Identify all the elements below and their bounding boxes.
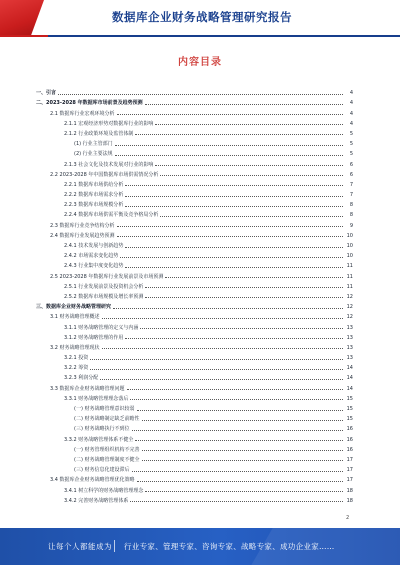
- toc-leader-dots: [117, 226, 343, 227]
- toc-entry-page: 17: [346, 477, 353, 484]
- toc-entry-page: 13: [346, 324, 353, 331]
- toc-entry-page: 13: [346, 355, 353, 362]
- toc-entry[interactable]: [36, 117, 353, 127]
- toc-entry[interactable]: [36, 127, 353, 137]
- toc-leader-dots: [130, 501, 343, 502]
- toc-entry-page: 17: [346, 467, 353, 474]
- toc-entry-page: 4: [349, 120, 353, 127]
- toc-leader-dots: [117, 236, 343, 237]
- toc-entry[interactable]: [36, 280, 353, 290]
- toc-entry-text: 3.1.1 财务战略管理的定义与内涵: [64, 324, 139, 331]
- toc-entry-page: 8: [349, 212, 353, 219]
- toc-entry[interactable]: [36, 463, 353, 473]
- toc-leader-dots: [102, 348, 343, 349]
- toc-leader-dots: [90, 359, 343, 360]
- toc-entry-text: 3.3.1 财务战略管理理念落后: [64, 395, 129, 402]
- toc-entry-page: 15: [346, 406, 353, 412]
- toc-entry-page: 5: [349, 151, 353, 158]
- footer-roles: 行业专家、管理专家、咨询专家、战略专家、成功企业家……: [124, 542, 335, 551]
- toc-entry[interactable]: [36, 86, 353, 96]
- toc-entry[interactable]: [36, 300, 353, 310]
- toc-entry-page: 13: [346, 344, 353, 351]
- toc-entry-text: 3.1.2 财务战略管理的作用: [64, 334, 124, 341]
- footer-separator: [114, 540, 115, 552]
- toc-entry-text: 2.5.2 数据库市场规模及增长率预测: [64, 293, 144, 300]
- toc-leader-dots: [125, 338, 343, 339]
- toc-entry[interactable]: [36, 453, 353, 463]
- toc-entry-page: 14: [346, 365, 353, 372]
- toc-leader-dots: [165, 277, 343, 278]
- toc-entry-text: 2.2.4 数据库市场供需平衡及竞争格局分析: [64, 212, 159, 219]
- toc-entry[interactable]: [36, 483, 353, 493]
- toc-entry-page: 18: [346, 497, 353, 504]
- toc-entry-text: (1) 行业主管部门: [74, 141, 113, 148]
- toc-entry[interactable]: [36, 168, 353, 178]
- toc-entry-text: 3.2.1 投资: [64, 355, 89, 362]
- toc-entry-page: 4: [349, 100, 353, 107]
- toc-entry[interactable]: [36, 443, 353, 453]
- toc-entry-page: 12: [346, 314, 353, 321]
- toc-entry[interactable]: [36, 218, 353, 228]
- toc-entry[interactable]: [36, 96, 353, 106]
- toc-leader-dots: [135, 134, 343, 135]
- toc-entry-text: (一) 财务战略管理意识较弱: [74, 406, 135, 412]
- toc-entry-text: 三、数据库企业财务战略管理研究: [36, 304, 112, 311]
- toc-leader-dots: [145, 491, 343, 492]
- toc-entry[interactable]: [36, 290, 353, 300]
- toc-entry-text: 二、2023-2028 年数据库市场前景及趋势预测: [36, 100, 143, 107]
- toc-entry-page: 7: [349, 192, 353, 199]
- toc-entry-text: 3.3 数据库企业财务战略管理问题: [50, 385, 125, 392]
- toc-entry-page: 11: [346, 283, 353, 290]
- toc-leader-dots: [125, 267, 343, 268]
- toc-leader-dots: [142, 450, 344, 451]
- toc-leader-dots: [137, 410, 344, 411]
- toc-entry[interactable]: [36, 178, 353, 188]
- toc-leader-dots: [142, 460, 344, 461]
- toc-entry-text: 2.4.2 市场需求变化趋势: [64, 253, 119, 260]
- toc-leader-dots: [125, 185, 343, 186]
- toc-entry-page: 4: [349, 90, 353, 97]
- toc-entry-text: 3.2.3 利润分配: [64, 375, 99, 382]
- toc-entry[interactable]: [36, 381, 353, 391]
- toc-entry[interactable]: [36, 157, 353, 167]
- toc-entry-page: 16: [346, 446, 353, 453]
- toc-entry-page: 12: [346, 304, 353, 311]
- toc-entry-text: 3.4.1 树立科学的财务战略管理理念: [64, 487, 144, 494]
- toc-entry-text: (三) 财务战略执行不到位: [74, 426, 130, 433]
- toc-entry[interactable]: [36, 239, 353, 249]
- toc-leader-dots: [125, 247, 343, 248]
- toc-leader-dots: [145, 297, 343, 298]
- toc-entry[interactable]: [36, 259, 353, 269]
- header-red-stripe: [0, 0, 44, 36]
- toc-leader-dots: [125, 206, 343, 207]
- toc-leader-dots: [140, 328, 343, 329]
- toc-entry[interactable]: [36, 147, 353, 157]
- toc-entry[interactable]: [36, 473, 353, 483]
- toc-leader-dots: [132, 471, 344, 472]
- toc-entry-text: 3.4 数据库企业财务战略管理优化策略: [50, 477, 135, 484]
- table-of-contents: [36, 86, 353, 504]
- toc-entry-text: 2.2 2023-2028 年中国数据库市场供需情况分析: [50, 171, 159, 178]
- toc-entry[interactable]: [36, 137, 353, 147]
- toc-entry-page: 17: [346, 456, 353, 463]
- toc-leader-dots: [155, 165, 343, 166]
- toc-leader-dots: [120, 257, 343, 258]
- toc-leader-dots: [117, 114, 343, 115]
- toc-entry[interactable]: [36, 188, 353, 198]
- toc-entry-text: 2.5.1 行业发展前景及投资机会分析: [64, 283, 144, 290]
- toc-entry-text: 3.3.2 财务战略管理体系不健全: [64, 436, 134, 443]
- page-header: [0, 0, 400, 36]
- toc-leader-dots: [142, 420, 344, 421]
- header-divider: [0, 35, 400, 37]
- toc-entry-page: 11: [346, 263, 353, 270]
- toc-entry-text: (二) 财务战略制定缺乏前瞻性: [74, 416, 140, 423]
- footer-slogan: 让每个人都能成为: [48, 542, 112, 551]
- toc-entry[interactable]: [36, 320, 353, 330]
- toc-entry[interactable]: [36, 208, 353, 218]
- toc-entry[interactable]: [36, 269, 353, 279]
- toc-entry-text: 2.4 数据库行业发展趋势预测: [50, 232, 115, 239]
- toc-entry-text: (一) 财务管理组织机构不完善: [74, 446, 140, 453]
- toc-entry-page: 6: [349, 171, 353, 178]
- toc-leader-dots: [130, 399, 343, 400]
- toc-leader-dots: [145, 104, 343, 105]
- toc-entry-text: 3.1 财务战略管理概述: [50, 314, 100, 321]
- toc-entry-page: 14: [346, 375, 353, 382]
- toc-entry-text: (2) 行业主要法规: [74, 151, 113, 158]
- page-footer: [0, 528, 400, 565]
- toc-entry-page: 10: [346, 232, 353, 239]
- toc-entry[interactable]: [36, 412, 353, 422]
- toc-entry-text: (三) 财务信息化建设滞后: [74, 467, 130, 474]
- toc-entry-text: 2.4.3 行业集中度变化趋势: [64, 263, 124, 270]
- toc-entry-page: 6: [349, 161, 353, 168]
- toc-entry-text: 2.2.2 数据库市场需求分析: [64, 192, 124, 199]
- toc-leader-dots: [145, 287, 343, 288]
- toc-entry[interactable]: [36, 310, 353, 320]
- toc-entry-text: (二) 财务战略管理制度不健全: [74, 456, 140, 463]
- toc-leader-dots: [58, 94, 343, 95]
- toc-entry[interactable]: [36, 392, 353, 402]
- toc-leader-dots: [137, 481, 343, 482]
- toc-leader-dots: [127, 389, 343, 390]
- toc-leader-dots: [135, 440, 343, 441]
- toc-entry-text: 2.1.3 社会文化及技术发展对行业的影响: [64, 161, 154, 168]
- toc-entry-text: 2.3 数据库行业竞争结构分析: [50, 222, 115, 229]
- toc-leader-dots: [100, 379, 343, 380]
- toc-title: 内容目录: [178, 57, 222, 68]
- toc-entry-page: 13: [346, 334, 353, 341]
- toc-entry[interactable]: [36, 422, 353, 432]
- toc-entry-page: 8: [349, 202, 353, 209]
- toc-entry[interactable]: [36, 341, 353, 351]
- toc-entry[interactable]: [36, 249, 353, 259]
- toc-entry-page: 9: [349, 222, 353, 229]
- toc-entry-text: 2.4.1 技术发展与创新趋势: [64, 243, 124, 249]
- toc-entry-page: 10: [346, 253, 353, 260]
- toc-leader-dots: [155, 124, 343, 125]
- toc-leader-dots: [102, 318, 343, 319]
- toc-entry-text: 2.1 数据库行业宏观环境分析: [50, 110, 115, 117]
- toc-entry-text: 3.4.2 完善财务战略管理体系: [64, 497, 129, 504]
- toc-entry-page: 5: [349, 141, 353, 148]
- toc-entry-page: 5: [349, 130, 353, 137]
- toc-entry-page: 16: [346, 426, 353, 433]
- toc-leader-dots: [90, 369, 343, 370]
- toc-entry[interactable]: [36, 402, 353, 412]
- toc-leader-dots: [115, 155, 343, 156]
- toc-entry-page: 15: [346, 416, 353, 423]
- toc-entry[interactable]: [36, 198, 353, 208]
- toc-entry[interactable]: [36, 331, 353, 341]
- toc-entry-text: 3.2.2 筹资: [64, 365, 89, 372]
- report-title: 数据库企业财务战略管理研究报告: [112, 10, 292, 24]
- toc-entry[interactable]: [36, 106, 353, 116]
- toc-leader-dots: [132, 430, 344, 431]
- toc-leader-dots: [160, 175, 343, 176]
- toc-leader-dots: [113, 308, 343, 309]
- toc-entry-page: 16: [346, 436, 353, 443]
- toc-entry-page: 4: [349, 110, 353, 117]
- toc-entry-text: 2.2.1 数据库市场供给分析: [64, 181, 124, 188]
- toc-entry[interactable]: [36, 351, 353, 361]
- toc-entry[interactable]: [36, 371, 353, 381]
- toc-entry-text: 2.1.2 行业政策环境及监管体制: [64, 130, 134, 137]
- toc-entry-text: 一、引言: [36, 90, 57, 97]
- toc-entry-text: 2.2.3 数据库市场规模分析: [64, 202, 124, 209]
- toc-entry-page: 12: [346, 293, 353, 300]
- toc-entry[interactable]: [36, 361, 353, 371]
- toc-entry[interactable]: [36, 229, 353, 239]
- toc-entry[interactable]: [36, 432, 353, 442]
- toc-entry-page: 14: [346, 385, 353, 392]
- toc-entry-page: 11: [346, 273, 353, 280]
- page-number: 2: [346, 515, 350, 521]
- toc-entry-page: 18: [346, 487, 353, 494]
- toc-leader-dots: [115, 145, 343, 146]
- toc-entry-page: 10: [346, 243, 353, 249]
- toc-entry-page: 7: [349, 181, 353, 188]
- toc-entry-page: 15: [346, 395, 353, 402]
- toc-entry-text: 3.2 财务战略管理现状: [50, 344, 100, 351]
- toc-leader-dots: [160, 216, 343, 217]
- toc-entry-text: 2.1.1 宏观经济形势对数据库行业的影响: [64, 120, 154, 127]
- toc-leader-dots: [125, 196, 343, 197]
- toc-entry-text: 2.5 2023-2028 年数据库行业发展前景及市场预测: [50, 273, 164, 280]
- toc-entry[interactable]: [36, 494, 353, 504]
